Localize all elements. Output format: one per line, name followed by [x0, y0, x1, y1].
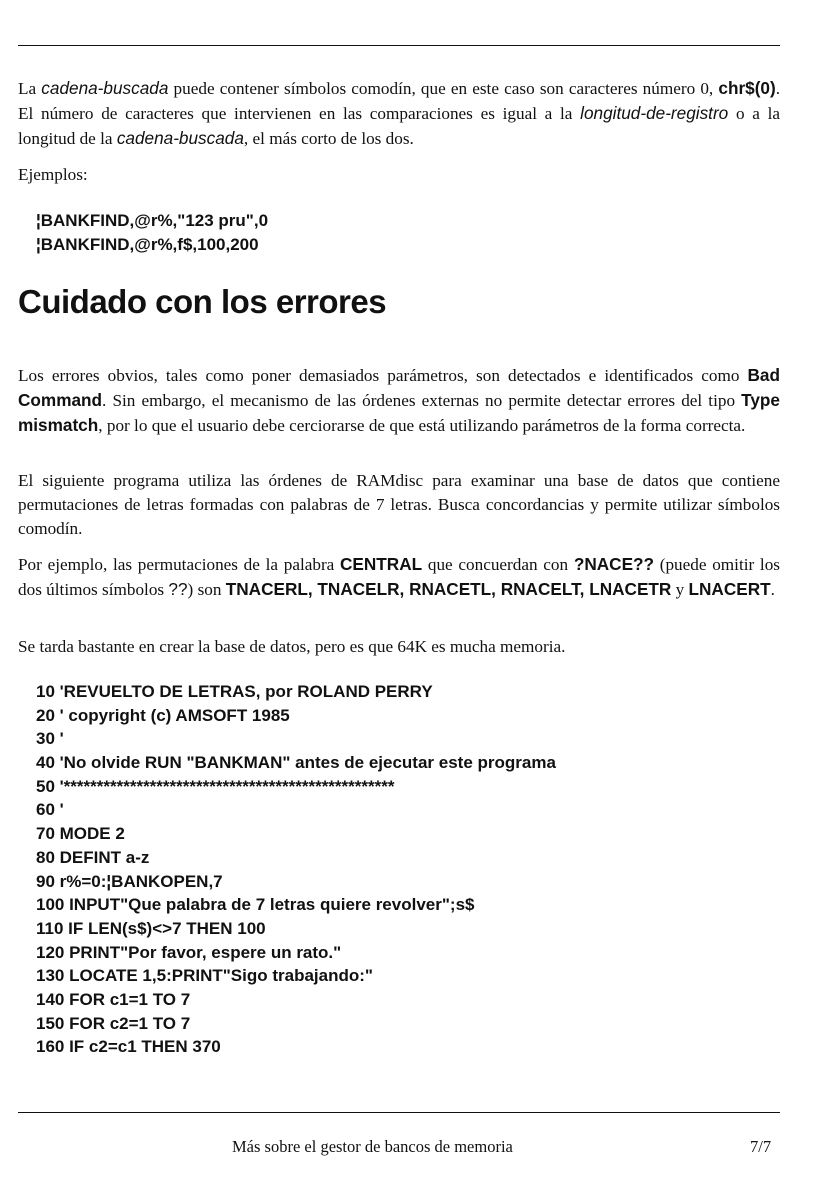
pattern-nace: ?NACE??: [573, 554, 655, 574]
word-central: CENTRAL: [340, 554, 423, 574]
code-line: 100 INPUT"Que palabra de 7 letras quiere revolver";s$: [36, 895, 475, 915]
bottom-rule: [18, 1112, 780, 1113]
code-line: 20 ' copyright (c) AMSOFT 1985: [36, 705, 290, 725]
program-description-paragraph: El siguiente programa utiliza las órdenes de RAMdisc para examinar una base de datos que contiene permutaciones de letras formadas con palabras de 7 letras. Busca concordancias y permite utilizar símbolos comodín.: [18, 471, 780, 538]
permutation-last: LNACERT: [688, 579, 771, 599]
code-line: 50 '**************************************************: [36, 776, 395, 796]
example-line-1: ¦BANKFIND,@r%,"123 pru",0: [36, 211, 269, 230]
example-paragraph: Por ejemplo, las permutaciones de la palabra CENTRAL que concuerdan con ?NACE?? (puede omitir los dos últimos símbolos ??) son TNACERL, TNACELR, RNACETL, RNACELT, LNACETR y LNACERT.: [18, 554, 780, 599]
page-number: 7/7: [750, 1137, 772, 1156]
code-line: 80 DEFINT a-z: [36, 847, 150, 867]
errors-paragraph: Los errores obvios, tales como poner demasiados parámetros, son detectados e identificados como Bad Command. Sin embargo, el mecanismo de las órdenes externas no permite detectar errores del tipo Type mismatch, por lo que el usuario debe cerciorarse de que está utilizando parámetros de la forma correcta.: [18, 365, 780, 435]
code-line: 90 r%=0:¦BANKOPEN,7: [36, 871, 223, 891]
code-line: 150 FOR c2=1 TO 7: [36, 1013, 191, 1033]
top-rule: [18, 45, 780, 46]
program-listing: [36, 680, 556, 1059]
footer-title: Más sobre el gestor de bancos de memoria: [232, 1137, 513, 1156]
code-line: 60 ': [36, 800, 64, 820]
memory-note-paragraph: Se tarda bastante en crear la base de datos, pero es que 64K es mucha memoria.: [18, 637, 566, 656]
term-cadena-buscada: cadena-buscada: [41, 78, 169, 98]
wildcard-symbols: ??: [168, 579, 188, 599]
term-chr0: chr$(0): [718, 78, 776, 98]
examples-label: Ejemplos:: [18, 165, 88, 184]
code-line: 10 'REVUELTO DE LETRAS, por ROLAND PERRY: [36, 682, 433, 701]
term-bad-command: Bad Command: [18, 365, 780, 410]
intro-paragraph: La cadena-buscada puede contener símbolos comodín, que en este caso son caracteres número 0, chr$(0). El número de caracteres que intervienen en las comparaciones es igual a la longitud-de-registro o a la longitud de la cadena-buscada, el más corto de los dos.: [18, 78, 780, 148]
code-line: 30 ': [36, 729, 64, 749]
term-longitud-de-registro: longitud-de-registro: [580, 103, 729, 123]
section-heading: Cuidado con los errores: [18, 283, 387, 320]
code-line: 130 LOCATE 1,5:PRINT"Sigo trabajando:": [36, 966, 373, 986]
code-line: 70 MODE 2: [36, 824, 125, 844]
example-line-2: ¦BANKFIND,@r%,f$,100,200: [36, 235, 259, 254]
term-cadena-buscada-2: cadena-buscada: [116, 128, 244, 148]
code-line: 120 PRINT"Por favor, espere un rato.": [36, 942, 342, 962]
code-line: 140 FOR c1=1 TO 7: [36, 989, 191, 1009]
code-line: 160 IF c2=c1 THEN 370: [36, 1037, 221, 1057]
code-line: 40 'No olvide RUN "BANKMAN" antes de ejecutar este programa: [36, 753, 556, 773]
code-line: 110 IF LEN(s$)<>7 THEN 100: [36, 918, 266, 938]
term-type-mismatch: Type mismatch: [18, 390, 780, 435]
permutation-results: TNACERL, TNACELR, RNACETL, RNACELT, LNACETR: [225, 579, 672, 599]
